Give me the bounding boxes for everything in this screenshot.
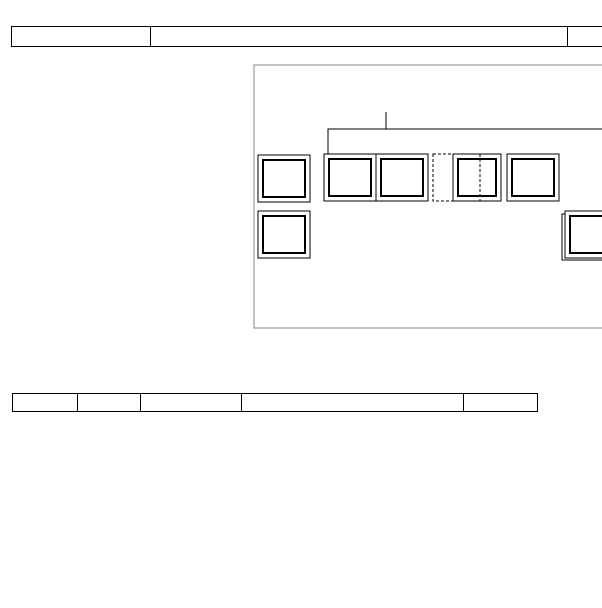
relay-o [507,154,559,201]
legend-item [13,111,253,127]
legend-item [13,143,253,159]
header-function [242,394,464,412]
fuse-box-diagram [253,64,602,329]
header-color [141,394,242,412]
document-title [151,27,568,46]
header-fuse [13,394,78,412]
legend-item [13,127,253,143]
relay-n [433,154,501,201]
legend [13,95,253,191]
relay-l [376,154,428,201]
legend-item [13,95,253,111]
document-id [12,27,151,46]
relay-v [258,155,310,202]
relay-k [324,154,376,201]
fuse-assignment-table [12,393,538,412]
header-amps [464,394,538,412]
document-header [11,26,602,47]
legend-item [13,175,253,191]
relay-w [258,211,310,258]
relay-p [565,211,602,258]
table-header-row [13,394,538,412]
header-clip [78,394,141,412]
